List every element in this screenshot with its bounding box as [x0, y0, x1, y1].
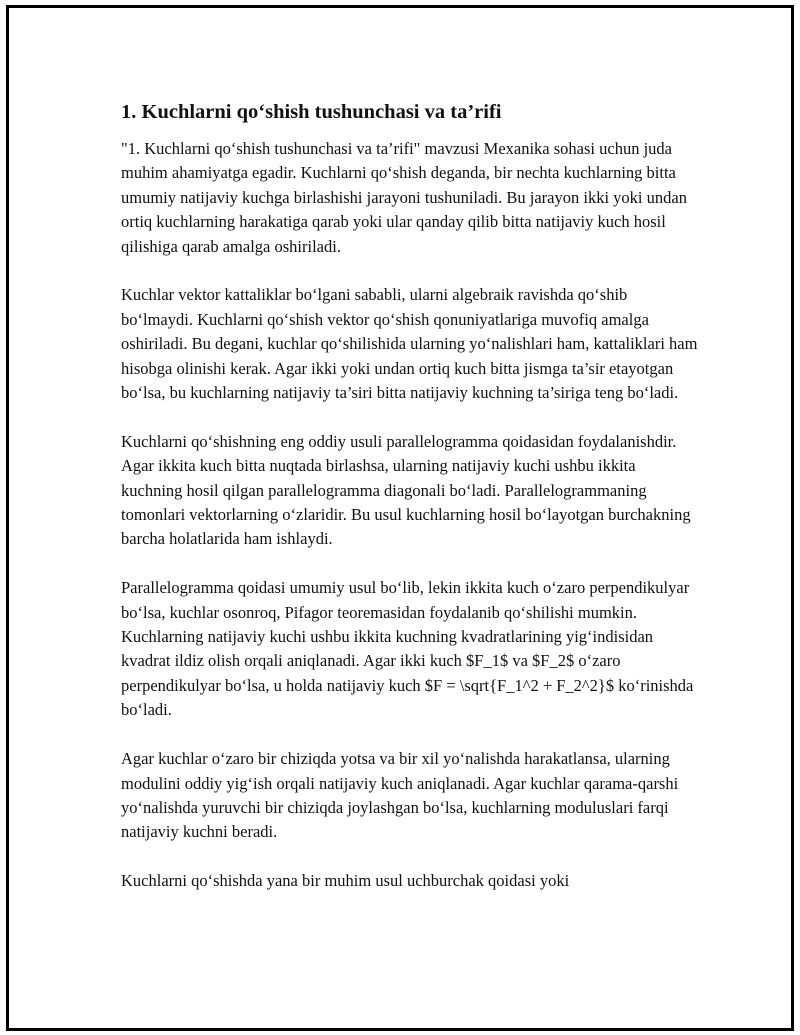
paragraph-collinear-forces: Agar kuchlar o‘zaro bir chiziqda yotsa va bir xil yo‘nalishda harakatlansa, ularning modulini oddiy yig‘ish orqali natijaviy kuch aniqlanadi. Agar kuchlar qarama-qarshi yo‘nalishda yuruvchi bir chiziqda joylashgan bo‘lsa, kuchlarning moduluslari farqi natijaviy kuchni beradi.	[121, 749, 679, 842]
paragraph-parallelogram-rule: Kuchlarni qo‘shishning eng oddiy usuli parallelogramma qoidasidan foydalanishdir. Agar ikkita kuch bitta nuqtada birlashsa, ularning natijaviy kuchi ushbu ikkita kuchning hosil qilgan parallelogramma diagonali bo‘ladi. Parallelogrammaning tomonlari vektorlarning o‘zlaridir. Bu usul kuchlarning hosil bo‘layotgan burchakning barcha holatlarida ham ishlaydi.	[121, 431, 691, 549]
paragraph-pythagorean: Parallelogramma qoidasi umumiy usul bo‘lib, lekin ikkita kuch o‘zaro perpendikulyar bo‘lsa, kuchlar osonroq, Pifagor teoremasidan foydalanib qo‘shilishi mumkin. Kuchlarning natijaviy kuchi ushbu ikkita kuchning kvadratlarining yig‘indisidan kvadrat ildiz olish orqali aniqlanadi. Agar ikki kuch $F_1$ va $F_2$ o‘zaro perpendikulyar bo‘lsa, u holda natijaviy kuch $F = \sqrt{F_1^2 + F_2^2}$ ko‘rinishda bo‘ladi.	[121, 578, 694, 720]
section-heading: 1. Kuchlarni qo‘shish tushunchasi va ta’rifi	[121, 101, 502, 123]
paragraph-intro: "1. Kuchlarni qo‘shish tushunchasi va ta’rifi" mavzusi Mexanika sohasi uchun juda muhim ahamiyatga egadir. Kuchlarni qo‘shish deganda, bir nechta kuchlarning bitta umumiy natijaviy kuchga birlashishi jarayoni tushuniladi. Bu jarayon ikki yoki undan ortiq kuchlarning harakatiga qarab yoki ular qanday qilib bitta natijaviy kuch hosil qilishiga qarab amalga oshiriladi.	[121, 139, 687, 256]
paragraph-triangle-rule: Kuchlarni qo‘shishda yana bir muhim usul uchburchak qoidasi yoki	[121, 871, 570, 891]
paragraph-vector-addition: Kuchlar vektor kattaliklar bo‘lgani sababli, ularni algebraik ravishda qo‘shib bo‘lmaydi. Kuchlarni qo‘shish vektor qo‘shish qonuniyatlariga muvofiq amalga oshiriladi. Bu degani, kuchlar qo‘shilishida ularning yo‘nalishlari ham, kattaliklari ham hisobga olinishi kerak. Agar ikki yoki undan ortiq kuch bitta jismga ta’sir etayotgan bo‘lsa, bu kuchlarning natijaviy ta’siri bitta natijaviy kuchning ta’siriga teng bo‘ladi.	[121, 285, 698, 403]
page-frame	[6, 5, 794, 1031]
document-body	[121, 99, 701, 918]
